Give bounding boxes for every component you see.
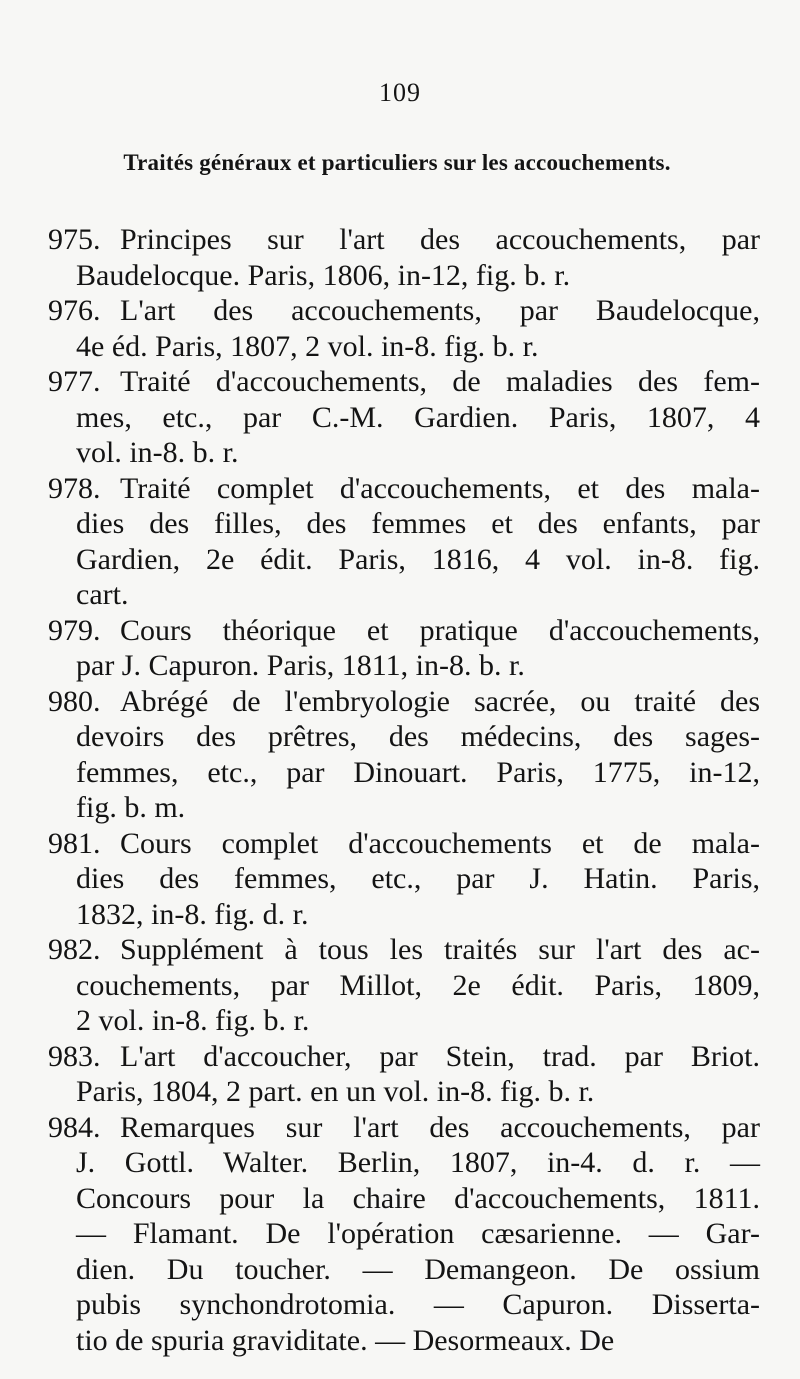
entry-text: [48, 826, 760, 933]
bibliography-entry: [48, 1110, 760, 1359]
entry-number: 976.: [48, 294, 101, 327]
entry-line: par J. Capuron. Paris, 1811, in-8. b. r.: [76, 649, 525, 682]
entry-line: dies des filles, des femmes et des enfants, par: [76, 507, 760, 540]
entry-line: devoirs des prêtres, des médecins, des sages-: [76, 720, 760, 753]
entry-line: Traité d'accouchements, de maladies des fem-: [120, 365, 760, 398]
entry-line: femmes, etc., par Dinouart. Paris, 1775, in-12,: [76, 755, 760, 789]
bibliography-entry: [48, 826, 760, 933]
entry-line: couchements, par Millot, 2e édit. Paris, 1809,: [76, 968, 760, 1002]
entry-text: [48, 471, 760, 613]
section-heading: Traités généraux et particuliers sur les accouchements.: [123, 150, 671, 175]
entry-line: mes, etc., par C.-M. Gardien. Paris, 1807, 4: [76, 400, 760, 434]
entry-line: 4e éd. Paris, 1807, 2 vol. in-8. fig. b. r.: [76, 329, 539, 363]
bibliography-entries: [48, 222, 760, 1358]
entry-text: [48, 932, 760, 1039]
entry-number: 980.: [48, 684, 101, 718]
entry-text: [48, 222, 760, 293]
entry-line: Supplément à tous les traités sur l'art des ac-: [120, 933, 760, 966]
entry-number: 977.: [48, 365, 101, 398]
page-number: 109: [379, 78, 421, 107]
bibliography-entry: [48, 613, 760, 684]
entry-line: Cours complet d'accouchements et de mala-: [120, 826, 760, 860]
entry-line: Paris, 1804, 2 part. en un vol. in-8. fig. b. r.: [76, 1075, 595, 1108]
entry-line: Gardien, 2e édit. Paris, 1816, 4 vol. in-8. fig.: [76, 542, 760, 576]
bibliography-entry: [48, 471, 760, 613]
entry-line: Baudelocque. Paris, 1806, in-12, fig. b. r.: [76, 258, 571, 292]
entry-line: Cours théorique et pratique d'accouchements,: [120, 613, 760, 647]
bibliography-entry: [48, 932, 760, 1039]
entry-line: 2 vol. in-8. fig. b. r.: [76, 1004, 310, 1037]
entry-line: L'art d'accoucher, par Stein, trad. par Briot.: [120, 1039, 760, 1073]
entry-line: vol. in-8. b. r.: [76, 436, 239, 469]
entry-text: [48, 364, 760, 471]
entry-line: Remarques sur l'art des accouchements, par: [120, 1110, 760, 1144]
entry-line: pubis synchondrotomia. — Capuron. Disserta-: [76, 1288, 760, 1321]
entry-line: 1832, in-8. fig. d. r.: [76, 897, 309, 931]
entry-line: — Flamant. De l'opération cæsarienne. — Gar-: [76, 1217, 760, 1250]
entry-number: 975.: [48, 223, 101, 256]
bibliography-entry: [48, 222, 760, 293]
bibliography-entry: [48, 1039, 760, 1110]
entry-number: 983.: [48, 1039, 101, 1073]
entry-number: 981.: [48, 826, 101, 860]
bibliography-entry: [48, 293, 760, 364]
bibliography-entry: [48, 684, 760, 826]
entry-line: Concours pour la chaire d'accouchements, 1811.: [76, 1181, 760, 1215]
entry-line: Abrégé de l'embryologie sacrée, ou traité des: [120, 684, 760, 718]
entry-line: fig. b. m.: [76, 791, 186, 824]
entry-text: [48, 684, 760, 826]
entry-line: Principes sur l'art des accouchements, par: [120, 223, 760, 256]
entry-line: dien. Du toucher. — Demangeon. De ossium: [76, 1252, 760, 1286]
entry-line: cart.: [76, 578, 129, 611]
entry-number: 984.: [48, 1110, 101, 1144]
entry-line: J. Gottl. Walter. Berlin, 1807, in-4. d. r. —: [76, 1146, 760, 1179]
entry-text: [48, 1110, 760, 1359]
entry-number: 979.: [48, 613, 101, 647]
entry-text: [48, 1039, 760, 1110]
entry-line: L'art des accouchements, par Baudelocque,: [120, 294, 760, 327]
entry-line: dies des femmes, etc., par J. Hatin. Paris,: [76, 862, 760, 895]
entry-number: 978.: [48, 471, 101, 505]
entry-text: [48, 613, 760, 684]
entry-line: Traité complet d'accouchements, et des mala-: [120, 471, 760, 505]
entry-text: [48, 293, 760, 364]
entry-line: tio de spuria graviditate. — Desormeaux. De: [76, 1323, 615, 1357]
bibliography-entry: [48, 364, 760, 471]
entry-number: 982.: [48, 933, 101, 966]
